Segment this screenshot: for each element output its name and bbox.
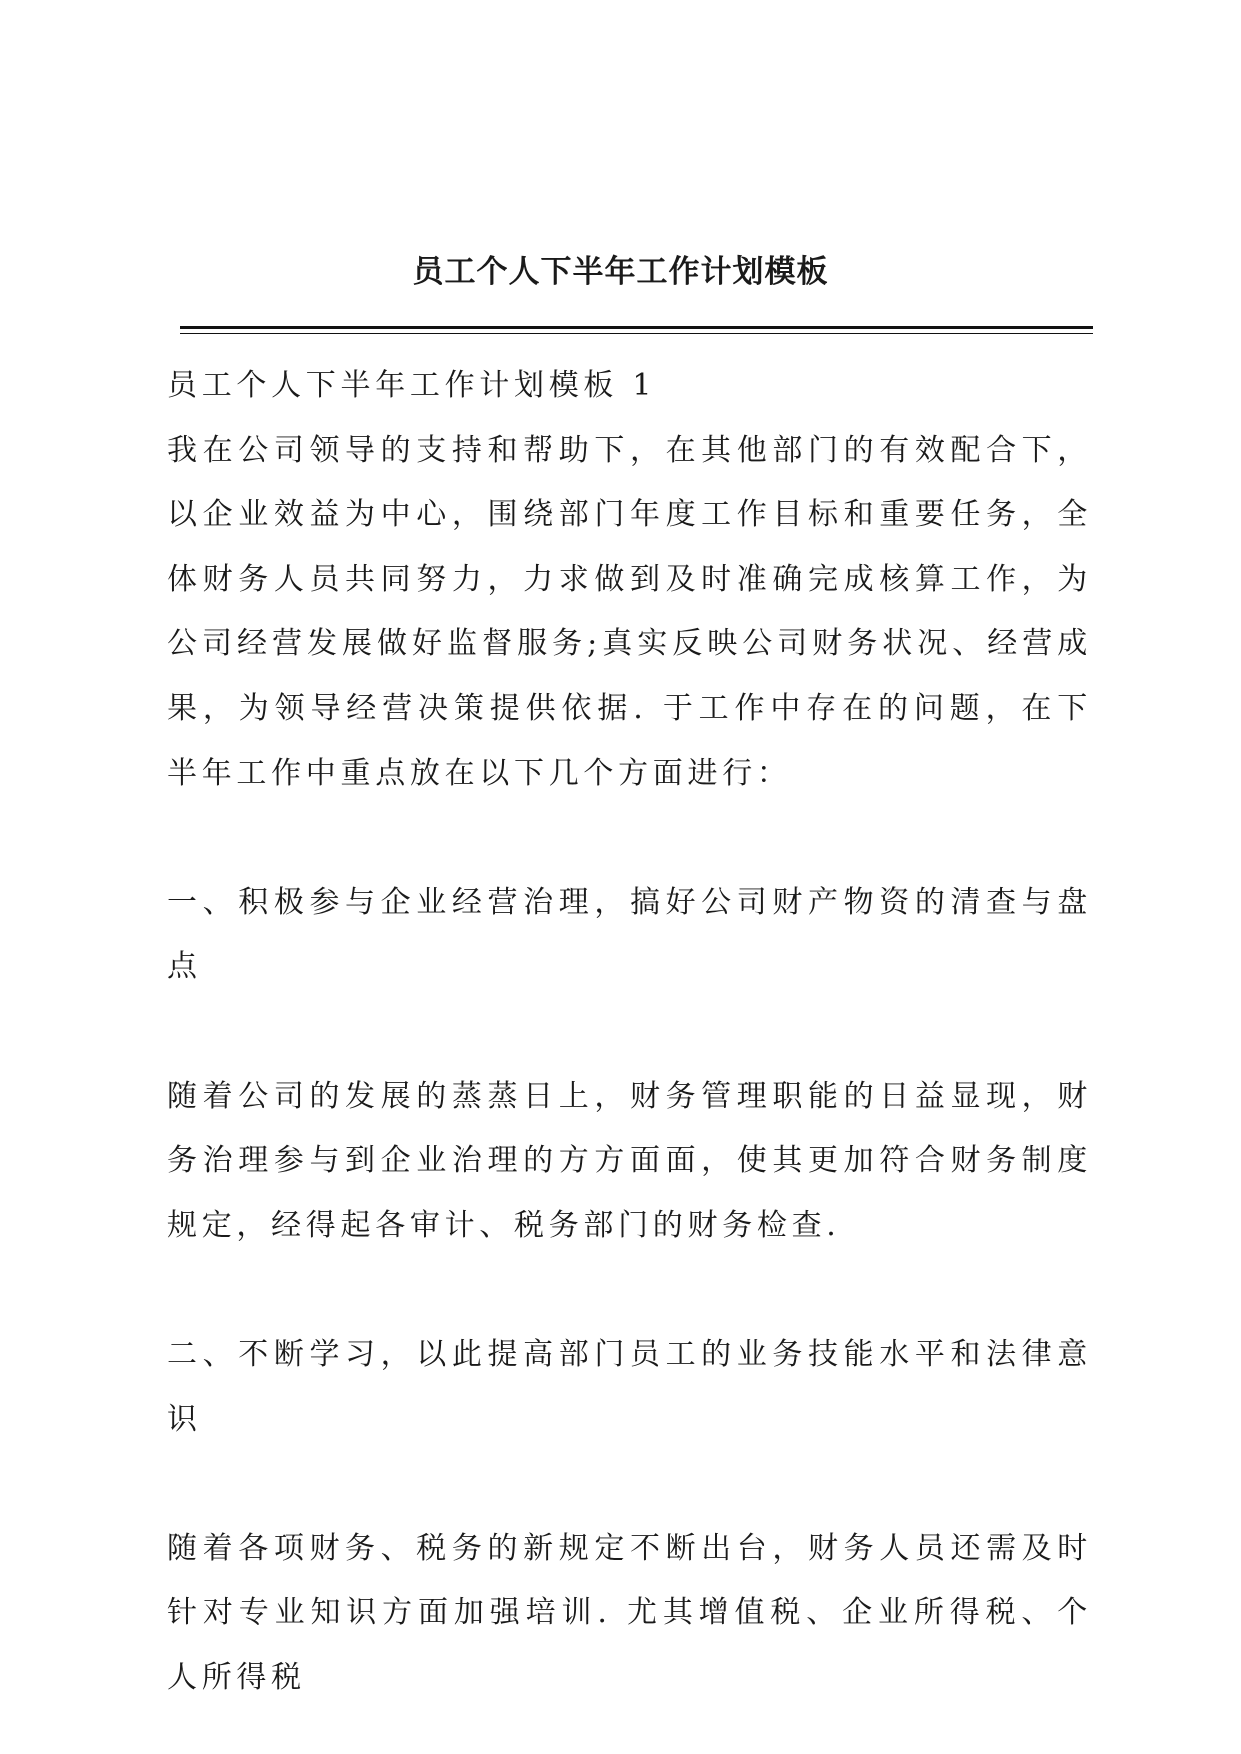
title-divider-thin — [180, 333, 1093, 334]
section-2-paragraph: 随着各项财务、税务的新规定不断出台，财务人员还需及时针对专业知识方面加强培训. 尤其增值税、企业所得税、个人所得税 — [167, 1530, 1092, 1695]
document-body — [167, 354, 1092, 1710]
title-divider-thick — [180, 326, 1093, 329]
paragraph-spacer — [167, 806, 1092, 871]
section-1-paragraph: 随着公司的发展的蒸蒸日上，财务管理职能的日益显现，财务治理参与到企业治理的方方面面，使其更加符合财务制度规定，经得起各审计、税务部门的财务检查. — [167, 1078, 1092, 1243]
paragraph-spacer — [167, 1452, 1092, 1517]
document-title: 员工个人下半年工作计划模板 — [412, 254, 829, 290]
section-subtitle: 员工个人下半年工作计划模板 1 — [167, 368, 657, 403]
paragraph-spacer — [167, 1258, 1092, 1323]
section-heading-2: 二、不断学习，以此提高部门员工的业务技能水平和法律意识 — [167, 1336, 1092, 1437]
paragraph-spacer — [167, 1000, 1092, 1065]
intro-paragraph: 我在公司领导的支持和帮助下，在其他部门的有效配合下，以企业效益为中心，围绕部门年度工作目标和重要任务，全体财务人员共同努力，力求做到及时准确完成核算工作，为公司经营发展做好监督服务;真实反映公司财务状况、经营成果，为领导经营决策提供依据. 于工作中存在的问题，在下半年工作中重点放在以下几个方面进行： — [167, 432, 1092, 791]
section-heading-1: 一、积极参与企业经营治理，搞好公司财产物资的清查与盘点 — [167, 884, 1092, 985]
